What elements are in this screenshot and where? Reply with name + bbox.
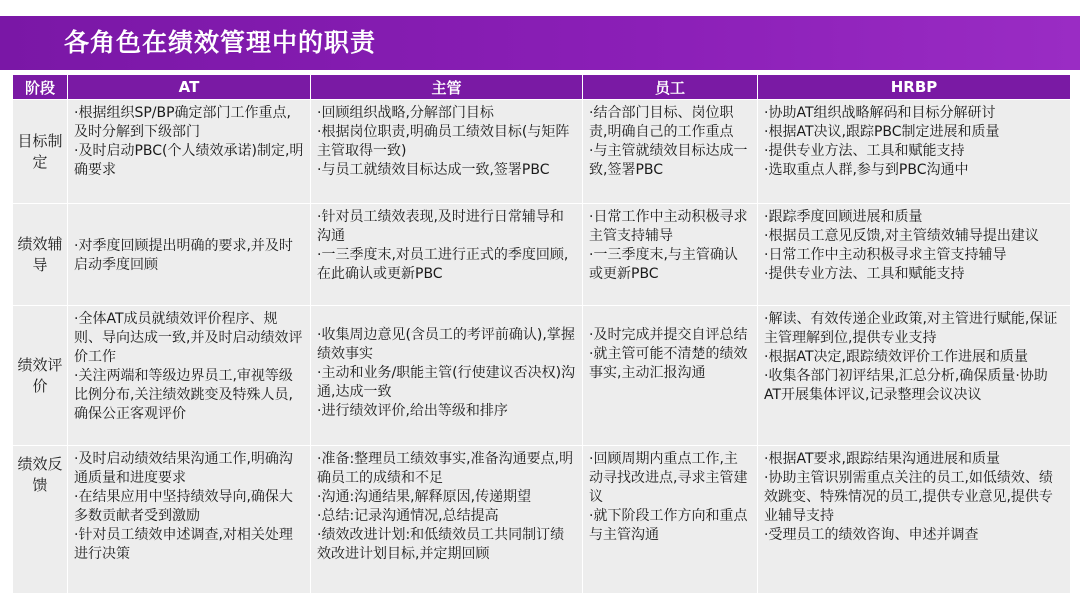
stage-cell: 绩效反馈	[13, 446, 68, 594]
employee-cell	[583, 204, 758, 306]
at-cell	[68, 306, 311, 446]
employee-cell	[583, 306, 758, 446]
header-employee: 员工	[583, 75, 758, 100]
list-item: ·就下阶段工作方向和重点与主管沟通	[589, 508, 748, 543]
list-item: ·绩效改进计划:和低绩效员工共同制订绩效改进计划目标,并定期回顾	[317, 527, 565, 562]
list-item: ·协助主管识别需重点关注的员工,如低绩效、绩效跳变、特殊情况的员工,提供专业意见,提供专业辅导支持	[764, 470, 1053, 524]
list-item: ·提供专业方法、工具和赋能支持	[764, 266, 965, 282]
list-item: ·提供专业方法、工具和赋能支持	[764, 143, 965, 159]
hrbp-cell	[758, 306, 1071, 446]
title-banner	[0, 16, 1080, 70]
header-stage: 阶段	[13, 75, 68, 100]
stage-cell: 目标制定	[13, 100, 68, 204]
list-item: ·在结果应用中坚持绩效导向,确保大多数贡献者受到激励	[74, 489, 293, 524]
list-item: ·协助AT组织战略解码和目标分解研讨	[764, 105, 996, 121]
table-row	[13, 306, 1071, 446]
list-item: ·选取重点人群,参与到PBC沟通中	[764, 162, 969, 178]
list-item: ·沟通:沟通结果,解释原因,传递期望	[317, 489, 532, 505]
table-row	[13, 204, 1071, 306]
list-item: ·主动和业务/职能主管(行使建议否决权)沟通,达成一致	[317, 365, 576, 400]
hrbp-cell	[758, 446, 1071, 594]
list-item: ·与员工就绩效目标达成一致,签署PBC	[317, 162, 550, 178]
hrbp-cell	[758, 100, 1071, 204]
list-item: ·收集周边意见(含员工的考评前确认),掌握绩效事实	[317, 327, 575, 362]
list-item: ·回顾周期内重点工作,主动寻找改进点,寻求主管建议	[589, 451, 748, 505]
employee-cell	[583, 100, 758, 204]
list-item: ·及时启动PBC(个人绩效承诺)制定,明确要求	[74, 143, 304, 178]
table-header-row	[13, 75, 1071, 100]
list-item: ·解读、有效传递企业政策,对主管进行赋能,保证主管理解到位,提供专业支持	[764, 311, 1058, 346]
list-item: ·日常工作中主动积极寻求主管支持辅导	[589, 209, 748, 244]
list-item: ·收集各部门初评结果,汇总分析,确保质量·协助AT开展集体评议,记录整理会议决议	[764, 368, 1048, 403]
list-item: ·总结:记录沟通情况,总结提高	[317, 508, 499, 524]
list-item: ·一三季度末,对员工进行正式的季度回顾,在此确认或更新PBC	[317, 247, 569, 282]
manager-cell	[311, 446, 583, 594]
list-item: ·回顾组织战略,分解部门目标	[317, 105, 494, 121]
list-item: ·受理员工的绩效咨询、申述并调查	[764, 527, 979, 543]
list-item: ·根据员工意见反馈,对主管绩效辅导提出建议	[764, 228, 1039, 244]
list-item: ·日常工作中主动积极寻求主管支持辅导	[764, 247, 1007, 263]
list-item: ·根据AT要求,跟踪结果沟通进展和质量	[764, 451, 1000, 467]
header-at: AT	[68, 75, 311, 100]
list-item: ·关注两端和等级边界员工,审视等级比例分布,关注绩效跳变及特殊人员,确保公正客观评价	[74, 368, 293, 422]
list-item: ·进行绩效评价,给出等级和排序	[317, 403, 508, 419]
list-item: ·针对员工绩效表现,及时进行日常辅导和沟通	[317, 209, 564, 244]
list-item: ·根据岗位职责,明确员工绩效目标(与矩阵主管取得一致)	[317, 124, 570, 159]
stage-cell: 绩效辅导	[13, 204, 68, 306]
list-item: ·根据AT决定,跟踪绩效评价工作进展和质量	[764, 349, 1028, 365]
list-item: ·对季度回顾提出明确的要求,并及时启动季度回顾	[74, 237, 293, 273]
manager-cell	[311, 306, 583, 446]
list-item: ·一三季度末,与主管确认或更新PBC	[589, 247, 738, 282]
list-item: ·针对员工绩效申述调查,对相关处理进行决策	[74, 527, 293, 562]
list-item: ·就主管可能不清楚的绩效事实,主动汇报沟通	[589, 346, 748, 381]
stage-cell: 绩效评价	[13, 306, 68, 446]
list-item: ·及时完成并提交自评总结	[589, 327, 748, 343]
list-item: ·与主管就绩效目标达成一致,签署PBC	[589, 143, 748, 178]
list-item: ·及时启动绩效结果沟通工作,明确沟通质量和进度要求	[74, 451, 293, 486]
header-manager: 主管	[311, 75, 583, 100]
list-item: ·结合部门目标、岗位职责,明确自己的工作重点	[589, 105, 734, 140]
at-cell	[68, 100, 311, 204]
list-item: ·根据组织SP/BP确定部门工作重点,及时分解到下级部门	[74, 105, 291, 140]
list-item: ·全体AT成员就绩效评价程序、规则、导向达成一致,并及时启动绩效评价工作	[74, 311, 303, 365]
at-cell	[68, 204, 311, 306]
manager-cell	[311, 204, 583, 306]
manager-cell	[311, 100, 583, 204]
list-item: ·准备:整理员工绩效事实,准备沟通要点,明确员工的成绩和不足	[317, 451, 574, 486]
employee-cell	[583, 446, 758, 594]
list-item: ·根据AT决议,跟踪PBC制定进展和质量	[764, 124, 1000, 140]
table-row	[13, 446, 1071, 594]
hrbp-cell	[758, 204, 1071, 306]
responsibility-table	[12, 74, 1071, 594]
list-item: ·跟踪季度回顾进展和质量	[764, 209, 923, 225]
page-title: 各角色在绩效管理中的职责	[64, 28, 377, 57]
at-cell	[68, 446, 311, 594]
table-row	[13, 100, 1071, 204]
header-hrbp: HRBP	[758, 75, 1071, 100]
